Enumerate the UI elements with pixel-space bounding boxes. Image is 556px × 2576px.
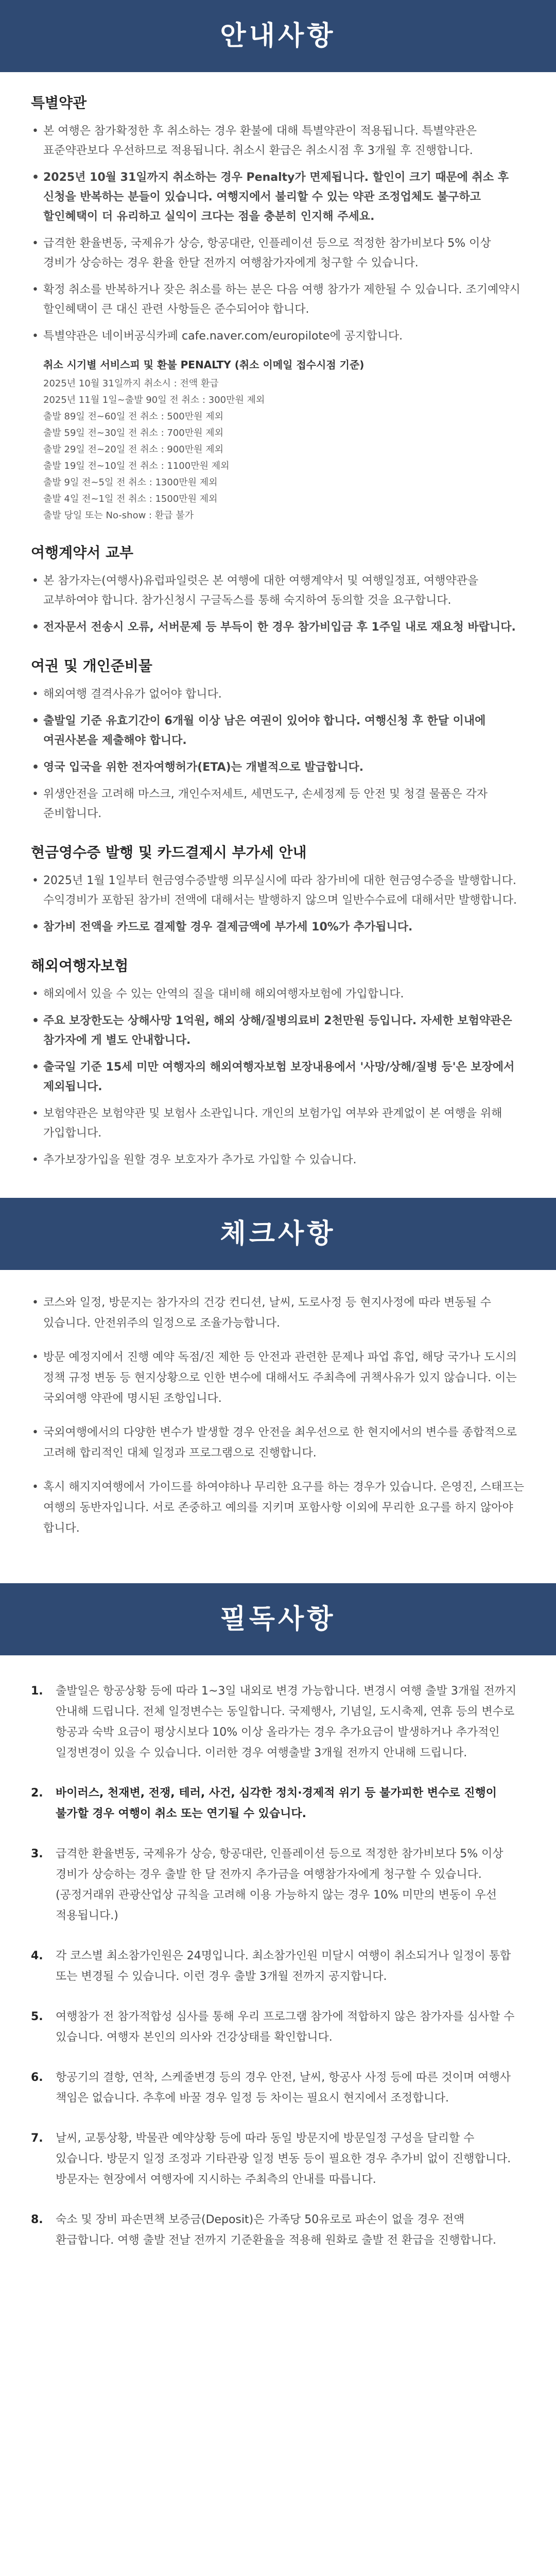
penalty-row: 출발 89일 전~60일 전 취소 : 500만원 제외 bbox=[43, 411, 224, 422]
special-item: • 2025년 10월 31일까지 취소하는 경우 Penalty가 면제됩니다. 할인이 크기 때문에 취소 후 신청을 반복하는 분들이 있습니다. 여행지에서 불리할 수 있는 약관 조정업체도 불구하고 할인혜택이 더 유리하고 실익이 크다는 점을 충분히 인지해 주세요. bbox=[31, 168, 525, 227]
check-title: 체크사항 bbox=[220, 1218, 336, 1249]
penalty-title: 취소 시기별 서비스피 및 환불 PENALTY (취소 이메일 접수시점 기준) bbox=[43, 359, 364, 371]
notice-title: 안내사항 bbox=[220, 21, 336, 52]
passport-heading: 여권 및 개인준비물 bbox=[31, 657, 152, 674]
receipt-item: • 참가비 전액을 카드로 결제할 경우 결제금액에 부가세 10%가 추가됩니다. bbox=[31, 918, 525, 937]
must-item: 8. 숙소 및 장비 파손면책 보증금(Deposit)은 가족당 50유로로 파손이 없을 경우 전액 환급합니다. 여행 출발 전날 전까지 기준환율을 적용해 원화로 출발 전 환급을 진행합니다. bbox=[31, 2213, 496, 2247]
must-item: 1. 출발일은 항공상황 등에 따라 1~3일 내외로 변경 가능합니다. 변경시 여행 출발 3개월 전까지 안내해 드립니다. 전체 일정변수는 동일합니다. 국제행사, 기념일, 도시축제, 연휴 등의 변수로 항공과 숙박 요금이 평상시보다 10% 이상 올라가는 경우 추가요금이 발생하거나 추가적인 일정변경이 있을 수 있습니다. 이러한 경우 여행출발 3개월 전까지 안내해 드립니다. bbox=[31, 1685, 517, 1759]
check-item: • 방문 예정지에서 진행 예약 독점/진 제한 등 안전과 관련한 문제나 파업 휴업, 해당 국가나 도시의 정책 규정 변동 등 현지상황으로 인한 변수에 대해서도 주최측에 귀책사유가 있지 않습니다. 이는 국외여행 약관에 명시된 조항입니다. bbox=[31, 1347, 525, 1409]
must-section bbox=[0, 1655, 556, 2301]
check-item: • 국외여행에서의 다양한 변수가 발생할 경우 안전을 최우선으로 한 현지에서의 변수를 종합적으로 고려해 합리적인 대체 일정과 프로그램으로 진행합니다. bbox=[31, 1422, 525, 1464]
insurance-item: • 보험약관은 보험약관 및 보험사 소관입니다. 개인의 보험가입 여부와 관계없이 본 여행을 위해 가입합니다. bbox=[31, 1104, 525, 1143]
penalty-row: 출발 59일 전~30일 전 취소 : 700만원 제외 bbox=[43, 428, 224, 438]
must-title: 필독사항 bbox=[220, 1604, 336, 1635]
check-list bbox=[31, 1293, 525, 1539]
notice-banner bbox=[0, 0, 556, 72]
insurance-item: • 주요 보장한도는 상해사망 1억원, 해외 상해/질병의료비 2천만원 등입니다. 자세한 보험약관은 참가자에 게 별도 안내합니다. bbox=[31, 1011, 525, 1050]
check-item: • 코스와 일정, 방문지는 참가자의 건강 컨디션, 날씨, 도로사정 등 현지사정에 따라 변동될 수 있습니다. 안전위주의 일정으로 조율가능합니다. bbox=[31, 1293, 525, 1334]
must-item: 6. 항공기의 결항, 연착, 스케줄변경 등의 경우 안전, 날씨, 항공사 사정 등에 따른 것이며 여행사 책임은 없습니다. 추후에 바꿀 경우 일정 등 차이는 필요시 현지에서 조정합니다. bbox=[31, 2071, 511, 2105]
receipt-item: • 2025년 1월 1일부터 현금영수증발행 의무실시에 따라 참가비에 대한 현금영수증을 발행합니다. 수익경비가 포함된 참가비 전액에 대해서는 발행하지 않으며 일반수수료에 대해서만 발행합니다. bbox=[31, 871, 525, 910]
insurance-item: • 추가보장가입을 원할 경우 보호자가 추가로 가입할 수 있습니다. bbox=[31, 1150, 525, 1170]
contract-list bbox=[31, 571, 525, 637]
special-list bbox=[31, 122, 525, 346]
contract-item: • 본 참가자는(여행사)유럽파일럿은 본 여행에 대한 여행계약서 및 여행일정표, 여행약관을 교부하여야 합니다. 참가신청시 구글독스를 통해 숙지하여 동의할 것을 요구합니다. bbox=[31, 571, 525, 611]
receipt-list bbox=[31, 871, 525, 937]
special-contact: • 특별약관은 네이버공식카페 cafe.naver.com/europilote에 공지합니다. bbox=[31, 327, 525, 346]
penalty-row: 출발 29일 전~20일 전 취소 : 900만원 제외 bbox=[43, 444, 224, 455]
penalty-list bbox=[43, 376, 525, 524]
check-section bbox=[0, 1270, 556, 1583]
check-item: • 혹시 해지지여행에서 가이드를 하여야하나 무리한 요구를 하는 경우가 있습니다. 은영진, 스태프는 여행의 동반자입니다. 서로 존중하고 예의를 지키며 포함사항 이외에 무리한 요구를 하지 않아야 합니다. bbox=[31, 1477, 525, 1539]
penalty-row: 출발 당일 또는 No-show : 환급 불가 bbox=[43, 510, 194, 521]
must-banner bbox=[0, 1583, 556, 1655]
contract-item: • 전자문서 전송시 오류, 서버문제 등 부득이 한 경우 참가비입금 후 1주일 내로 재요청 바랍니다. bbox=[31, 618, 525, 637]
penalty-row: 출발 19일 전~10일 전 취소 : 1100만원 제외 bbox=[43, 461, 230, 471]
passport-item: • 해외여행 결격사유가 없어야 합니다. bbox=[31, 685, 525, 704]
special-item: • 본 여행은 참가확정한 후 취소하는 경우 환불에 대해 특별약관이 적용됩니다. 특별약관은 표준약관보다 우선하므로 적용됩니다. 취소시 환급은 취소시점 후 3개월 후 진행합니다. bbox=[31, 122, 525, 161]
passport-item: • 영국 입국을 위한 전자여행허가(ETA)는 개별적으로 발급합니다. bbox=[31, 758, 525, 777]
penalty-row: 출발 4일 전~1일 전 취소 : 1500만원 제외 bbox=[43, 494, 218, 504]
must-item: 3. 급격한 환율변동, 국제유가 상승, 항공대란, 인플레이션 등으로 적정한 참가비보다 5% 이상 경비가 상승하는 경우 출발 한 달 전까지 추가금을 여행참가자에게 청구할 수 있습니다. (공정거래위 관광산업상 규칙을 고려해 이용 가능하지 않는 경우 10% 미만의 변동이 우선 적용됩니다.) bbox=[31, 1848, 503, 1922]
insurance-item: • 해외에서 있을 수 있는 안역의 질을 대비해 해외여행자보험에 가입합니다. bbox=[31, 985, 525, 1004]
penalty-row: 출발 9일 전~5일 전 취소 : 1300만원 제외 bbox=[43, 477, 218, 488]
special-heading: 특별약관 bbox=[31, 94, 87, 111]
penalty-row: 2025년 11월 1일~출발 90일 전 취소 : 300만원 제외 bbox=[43, 395, 265, 405]
passport-item: • 위생안전을 고려해 마스크, 개인수저세트, 세면도구, 손세정제 등 안전 및 청결 물품은 각자 준비합니다. bbox=[31, 785, 525, 824]
must-item: 7. 날씨, 교통상황, 박물관 예약상황 등에 따라 동일 방문지에 방문일정 구성을 달리할 수 있습니다. 방문지 일정 조정과 기타관광 일정 변동 등이 필요한 경우 추가비 없이 진행합니다. 방문자는 현장에서 여행자에 지시하는 주최측의 안내를 따릅니다. bbox=[31, 2132, 511, 2186]
special-item: • 급격한 환율변동, 국제유가 상승, 항공대란, 인플레이션 등으로 적정한 참가비보다 5% 이상 경비가 상승하는 경우 환율 한달 전까지 여행참가자에게 청구할 수 있습니다. bbox=[31, 234, 525, 273]
must-list bbox=[31, 1681, 525, 2251]
must-item: 4. 각 코스별 최소참가인원은 24명입니다. 최소참가인원 미달시 여행이 취소되거나 일정이 통합 또는 변경될 수 있습니다. 이런 경우 출발 3개월 전까지 공지합니다. bbox=[31, 1950, 511, 1983]
receipt-heading: 현금영수증 발행 및 카드결제시 부가세 안내 bbox=[31, 844, 307, 861]
must-item: 2. 바이러스, 천재변, 전쟁, 테러, 사건, 심각한 정치·경제적 위기 등 불가피한 변수로 진행이 불가할 경우 여행이 취소 또는 연기될 수 있습니다. bbox=[31, 1787, 497, 1820]
insurance-list bbox=[31, 985, 525, 1170]
contract-heading: 여행계약서 교부 bbox=[31, 544, 134, 561]
special-item: • 확정 취소를 반복하거나 잦은 취소를 하는 분은 다음 여행 참가가 제한될 수 있습니다. 조기예약시 할인혜택이 큰 대신 관련 사항들은 준수되어야 합니다. bbox=[31, 280, 525, 319]
passport-list bbox=[31, 685, 525, 824]
must-item: 5. 여행참가 전 참가적합성 심사를 통해 우리 프로그램 참가에 적합하지 않은 참가자를 심사할 수 있습니다. 여행자 본인의 의사와 건강상태를 확인합니다. bbox=[31, 2010, 515, 2044]
penalty-row: 2025년 10월 31일까지 취소시 : 전액 환급 bbox=[43, 378, 219, 389]
insurance-heading: 해외여행자보험 bbox=[31, 957, 129, 974]
passport-item: • 출발일 기준 유효기간이 6개월 이상 남은 여권이 있어야 합니다. 여행신청 후 한달 이내에 여권사본을 제출해야 합니다. bbox=[31, 711, 525, 751]
insurance-item: • 출국일 기준 15세 미만 여행자의 해외여행자보험 보장내용에서 '사망/상해/질병 등'은 보장에서 제외됩니다. bbox=[31, 1058, 525, 1097]
check-banner bbox=[0, 1198, 556, 1270]
notice-section bbox=[0, 72, 556, 1198]
